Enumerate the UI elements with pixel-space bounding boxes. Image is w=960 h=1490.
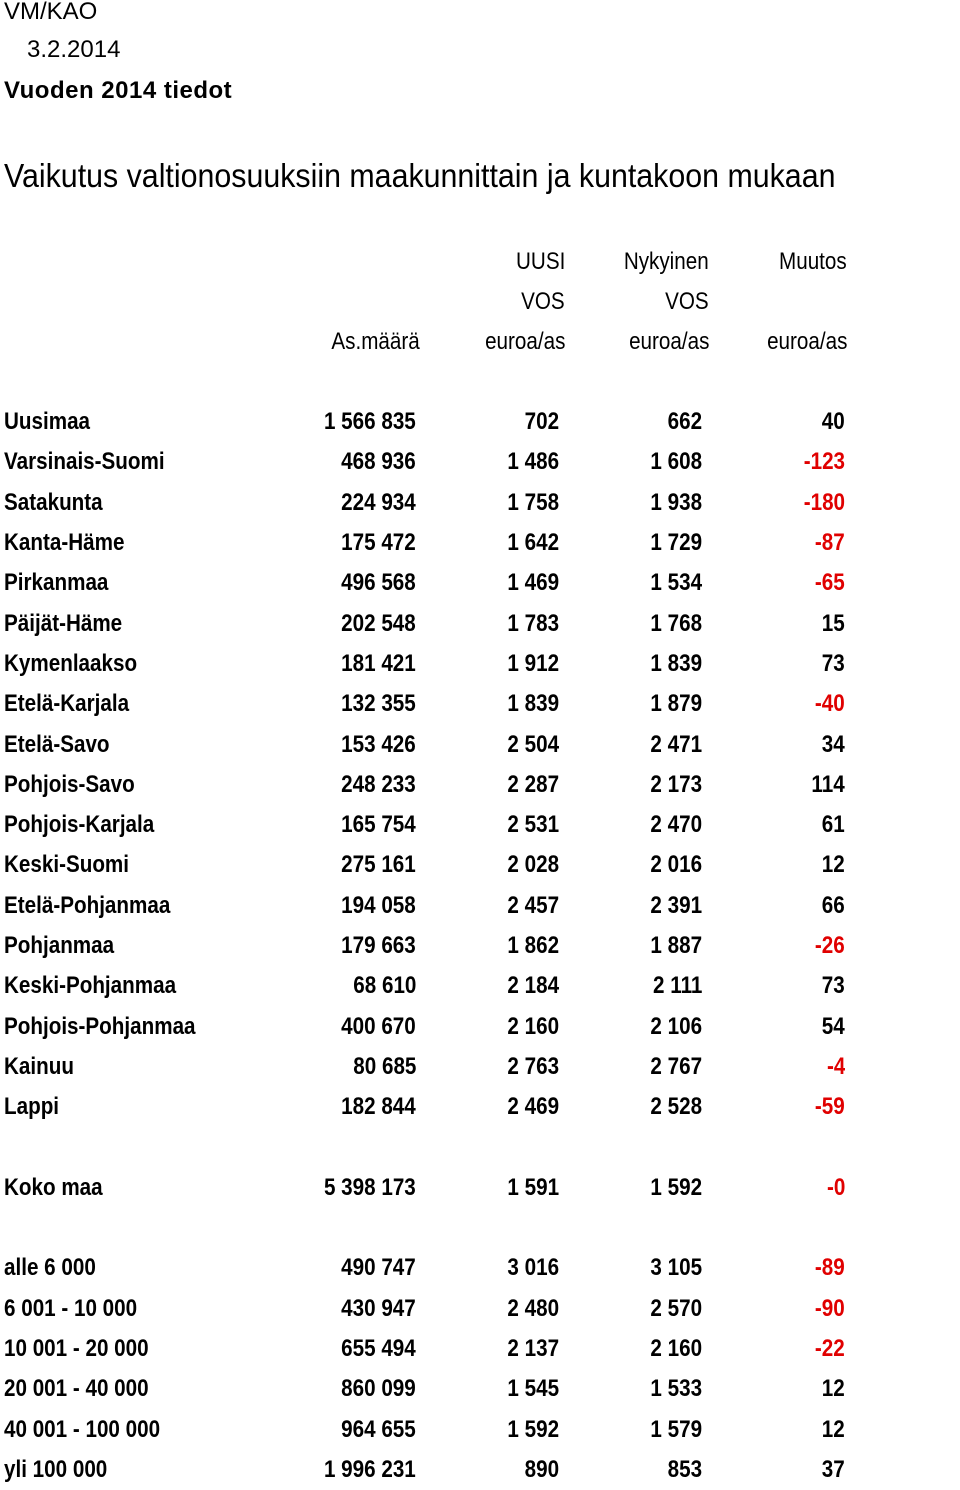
spacer-row [0,1208,960,1248]
change-cell: -180 [803,488,845,516]
population-cell: 248 233 [341,770,416,798]
row-name: Etelä-Karjala [4,690,130,718]
col-new-header-3: euroa/as [484,328,565,355]
new-vos-cell: 2 531 [507,811,559,839]
col-change-header-3: euroa/as [766,328,847,355]
row-name: Varsinais-Suomi [4,448,165,476]
region-row [0,886,960,926]
current-vos-cell: 2 016 [650,851,702,879]
population-cell: 5 398 173 [324,1173,416,1201]
change-cell: -87 [815,529,845,557]
row-name: yli 100 000 [4,1455,108,1483]
row-name: Satakunta [4,488,103,516]
col-current-header-3: euroa/as [628,328,709,355]
population-cell: 68 610 [352,972,416,1000]
population-cell: 194 058 [341,891,416,919]
new-vos-cell: 1 912 [507,649,559,677]
region-row [0,442,960,482]
subtitle: Vuoden 2014 tiedot [4,77,233,104]
region-row [0,805,960,845]
change-cell: -65 [815,569,845,597]
change-cell: 37 [822,1455,845,1483]
row-name: alle 6 000 [4,1254,96,1282]
current-vos-cell: 1 579 [650,1415,702,1443]
change-cell: -59 [815,1093,845,1121]
change-cell: 12 [822,1375,845,1403]
change-cell: 15 [822,609,845,637]
new-vos-cell: 2 137 [507,1334,559,1362]
new-vos-cell: 2 028 [507,851,559,879]
row-name: 40 001 - 100 000 [4,1415,161,1443]
spacer-row [0,1127,960,1167]
current-vos-cell: 3 105 [650,1254,702,1282]
region-row [0,845,960,885]
population-cell: 175 472 [341,529,416,557]
change-cell: 73 [822,972,845,1000]
col-change-header-1: Muutos [779,248,847,275]
new-vos-cell: 2 469 [507,1093,559,1121]
row-name: Päijät-Häme [4,609,123,637]
population-cell: 468 936 [341,448,416,476]
row-name: Pohjois-Savo [4,770,135,798]
region-row [0,966,960,1006]
region-row [0,1006,960,1046]
population-cell: 496 568 [341,569,416,597]
new-vos-cell: 890 [524,1455,559,1483]
row-name: 10 001 - 20 000 [4,1334,149,1362]
current-vos-cell: 2 106 [650,1012,702,1040]
new-vos-cell: 1 862 [507,932,559,959]
current-vos-cell: 1 534 [650,569,702,597]
population-cell: 224 934 [341,488,416,516]
new-vos-cell: 2 184 [507,972,559,1000]
new-vos-cell: 2 457 [507,891,559,919]
change-cell: 54 [822,1012,845,1040]
row-name: Pohjanmaa [4,932,115,959]
current-vos-cell: 1 608 [650,448,702,476]
data-table [0,402,960,1490]
new-vos-cell: 1 545 [507,1375,559,1403]
current-vos-cell: 2 470 [650,811,702,839]
region-row [0,644,960,684]
new-vos-cell: 1 591 [507,1173,559,1201]
total-row [0,1168,960,1208]
region-row [0,926,960,966]
region-row [0,563,960,603]
row-name: Pohjois-Karjala [4,811,155,839]
current-vos-cell: 662 [667,408,702,436]
population-cell: 153 426 [341,730,416,758]
row-name: Lappi [4,1093,60,1121]
col-new-header-2: VOS [521,288,565,315]
current-vos-cell: 1 768 [650,609,702,637]
row-name: Kymenlaakso [4,649,138,677]
change-cell: -40 [815,690,845,718]
new-vos-cell: 2 763 [507,1052,559,1080]
population-cell: 275 161 [341,851,416,879]
change-cell: -0 [826,1173,845,1201]
population-cell: 964 655 [341,1415,416,1443]
new-vos-cell: 702 [524,408,559,436]
population-cell: 165 754 [341,811,416,839]
region-row [0,402,960,442]
region-row [0,523,960,563]
current-vos-cell: 1 533 [650,1375,702,1403]
size-class-row [0,1450,960,1490]
change-cell: -22 [815,1334,845,1362]
size-class-row [0,1289,960,1329]
current-vos-cell: 2 528 [650,1093,702,1121]
change-cell: 73 [822,649,845,677]
current-vos-cell: 2 570 [650,1294,702,1322]
population-cell: 181 421 [341,649,416,677]
col-population-header: As.määrä [331,328,420,355]
region-row [0,1047,960,1087]
population-cell: 1 996 231 [324,1455,416,1483]
size-class-row [0,1369,960,1409]
current-vos-cell: 1 887 [650,932,702,959]
population-cell: 430 947 [341,1294,416,1322]
change-cell: 12 [822,851,845,879]
row-name: Uusimaa [4,408,91,436]
change-cell: -26 [815,932,845,959]
current-vos-cell: 2 160 [650,1334,702,1362]
current-vos-cell: 1 729 [650,529,702,557]
population-cell: 202 548 [341,609,416,637]
current-vos-cell: 1 839 [650,649,702,677]
population-cell: 80 685 [352,1052,416,1080]
new-vos-cell: 1 783 [507,609,559,637]
new-vos-cell: 1 839 [507,690,559,718]
change-cell: -4 [826,1052,845,1080]
row-name: Kainuu [4,1052,74,1080]
current-vos-cell: 853 [667,1455,702,1483]
new-vos-cell: 2 160 [507,1012,559,1040]
change-cell: 66 [822,891,845,919]
current-vos-cell: 2 111 [652,972,702,1000]
region-row [0,724,960,764]
size-class-row [0,1329,960,1369]
population-cell: 132 355 [341,690,416,718]
size-class-row [0,1409,960,1449]
row-name: 20 001 - 40 000 [4,1375,149,1403]
population-cell: 1 566 835 [324,408,416,436]
row-name: Pohjois-Pohjanmaa [4,1012,196,1040]
change-cell: 12 [822,1415,845,1443]
row-name: Kanta-Häme [4,529,125,557]
current-vos-cell: 2 471 [650,730,702,758]
org-label: VM/KAO [4,0,98,25]
change-cell: -89 [815,1254,845,1282]
new-vos-cell: 1 592 [507,1415,559,1443]
row-name: 6 001 - 10 000 [4,1294,138,1322]
new-vos-cell: 1 486 [507,448,559,476]
population-cell: 182 844 [341,1093,416,1121]
current-vos-cell: 1 592 [650,1173,702,1201]
change-cell: -123 [803,448,845,476]
date-label: 3.2.2014 [27,36,121,63]
region-row [0,603,960,643]
change-cell: 61 [822,811,845,839]
region-row [0,684,960,724]
col-new-header-1: UUSI [515,248,565,275]
row-name: Etelä-Pohjanmaa [4,891,171,919]
current-vos-cell: 1 938 [650,488,702,516]
region-row [0,1087,960,1127]
page-title: Vaikutus valtionosuuksiin maakunnittain ja kuntakoon mukaan [4,157,836,194]
current-vos-cell: 2 767 [650,1052,702,1080]
new-vos-cell: 1 642 [507,529,559,557]
new-vos-cell: 2 504 [507,730,559,758]
size-class-row [0,1248,960,1288]
new-vos-cell: 1 758 [507,488,559,516]
region-row [0,765,960,805]
row-name: Etelä-Savo [4,730,110,758]
change-cell: -90 [815,1294,845,1322]
population-cell: 179 663 [341,932,416,959]
new-vos-cell: 3 016 [507,1254,559,1282]
current-vos-cell: 2 173 [650,770,702,798]
new-vos-cell: 1 469 [507,569,559,597]
population-cell: 400 670 [341,1012,416,1040]
region-row [0,483,960,523]
change-cell: 114 [811,770,845,798]
current-vos-cell: 2 391 [650,891,702,919]
row-name: Pirkanmaa [4,569,109,597]
population-cell: 655 494 [341,1334,416,1362]
population-cell: 490 747 [341,1254,416,1282]
row-name: Keski-Pohjanmaa [4,972,177,1000]
current-vos-cell: 1 879 [650,690,702,718]
col-current-header-2: VOS [665,288,709,315]
row-name: Koko maa [4,1173,103,1201]
population-cell: 860 099 [341,1375,416,1403]
change-cell: 40 [822,408,845,436]
new-vos-cell: 2 287 [507,770,559,798]
new-vos-cell: 2 480 [507,1294,559,1322]
change-cell: 34 [822,730,845,758]
col-current-header-1: Nykyinen [624,248,709,275]
row-name: Keski-Suomi [4,851,130,879]
